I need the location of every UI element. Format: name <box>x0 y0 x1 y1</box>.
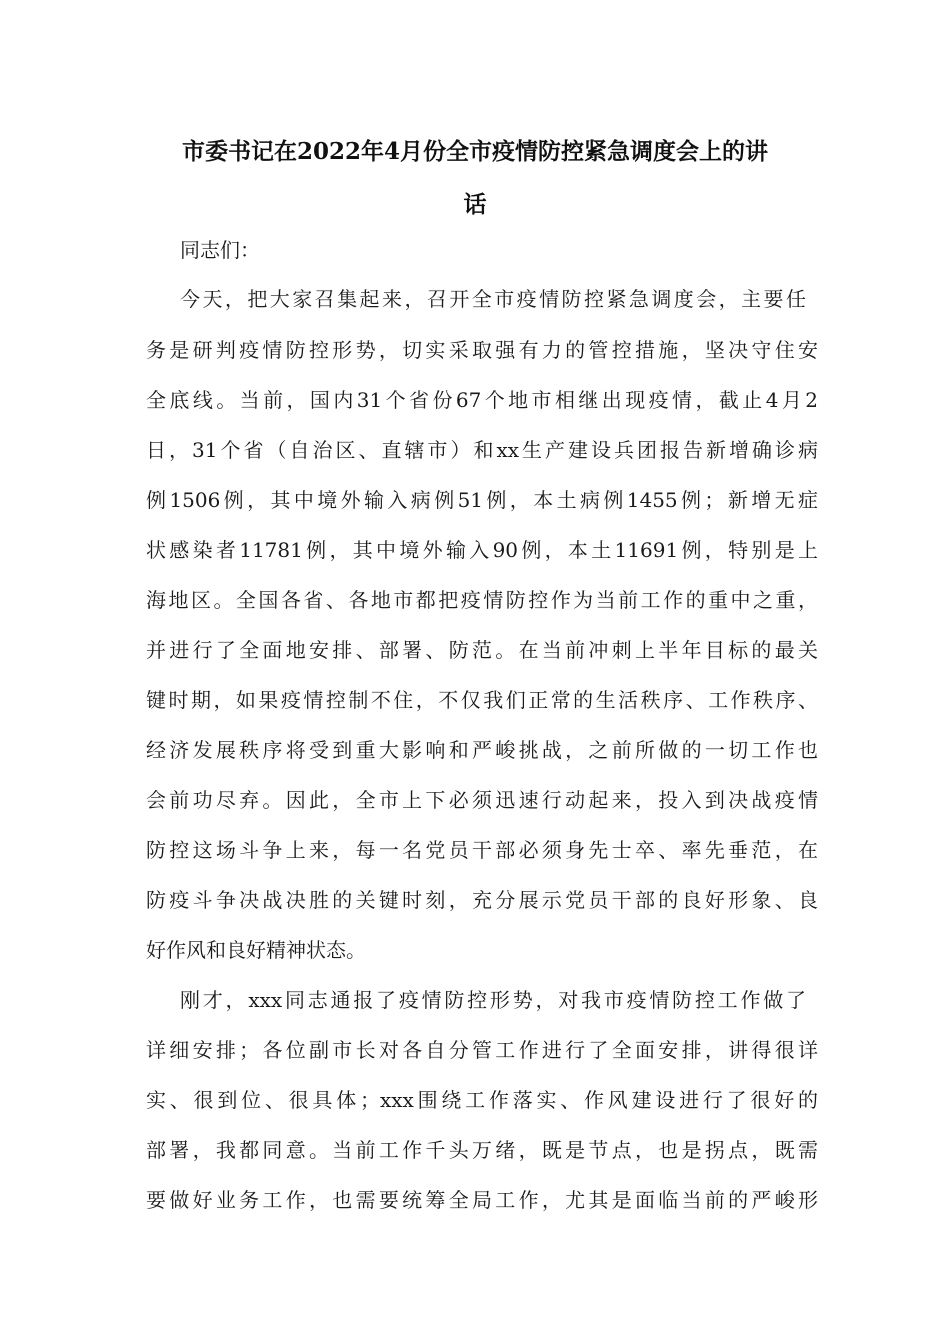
body-line: 详细安排；各位副市长对各自分管工作进行了全面安排，讲得很详 <box>146 1038 818 1062</box>
document-title-line-2: 话 <box>463 191 487 218</box>
body-line: 会前功尽弃。因此，全市上下必须迅速行动起来，投入到决战疫情 <box>146 788 818 812</box>
body-line: 今天，把大家召集起来，召开全市疫情防控紧急调度会，主要任 <box>180 287 806 311</box>
body-line: 经济发展秩序将受到重大影响和严峻挑战，之前所做的一切工作也 <box>146 738 818 762</box>
body-line: 并进行了全面地安排、部署、防范。在当前冲刺上半年目标的最关 <box>146 638 818 662</box>
body-line: 防疫斗争决战决胜的关键时刻，充分展示党员干部的良好形象、良 <box>146 888 818 912</box>
body-line: 部署，我都同意。当前工作千头万绪，既是节点，也是拐点，既需 <box>146 1138 818 1162</box>
body-line: 实、很到位、很具体；xxx围绕工作落实、作风建设进行了很好的 <box>146 1088 818 1112</box>
body-line: 要做好业务工作，也需要统筹全局工作，尤其是面临当前的严峻形 <box>146 1188 818 1212</box>
body-line: 好作风和良好精神状态。 <box>146 938 366 962</box>
body-line: 刚才，xxx同志通报了疫情防控形势，对我市疫情防控工作做了 <box>180 988 806 1012</box>
body-line: 防控这场斗争上来，每一名党员干部必须身先士卒、率先垂范，在 <box>146 838 818 862</box>
body-line: 状感染者11781例，其中境外输入90例，本土11691例，特别是上 <box>146 538 818 562</box>
document-title-line-1: 市委书记在2022年4月份全市疫情防控紧急调度会上的讲 <box>181 138 769 165</box>
body-line: 例1506例，其中境外输入病例51例，本土病例1455例；新增无症 <box>146 488 818 512</box>
body-line: 键时期，如果疫情控制不住，不仅我们正常的生活秩序、工作秩序、 <box>146 688 818 712</box>
body-line: 务是研判疫情防控形势，切实采取强有力的管控措施，坚决守住安 <box>146 338 818 362</box>
body-line: 全底线。当前，国内31个省份67个地市相继出现疫情，截止4月2 <box>146 388 818 412</box>
body-line: 日，31个省（自治区、直辖市）和xx生产建设兵团报告新增确诊病 <box>146 438 818 462</box>
body-line: 海地区。全国各省、各地市都把疫情防控作为当前工作的重中之重， <box>146 588 818 612</box>
salutation: 同志们： <box>180 238 260 262</box>
